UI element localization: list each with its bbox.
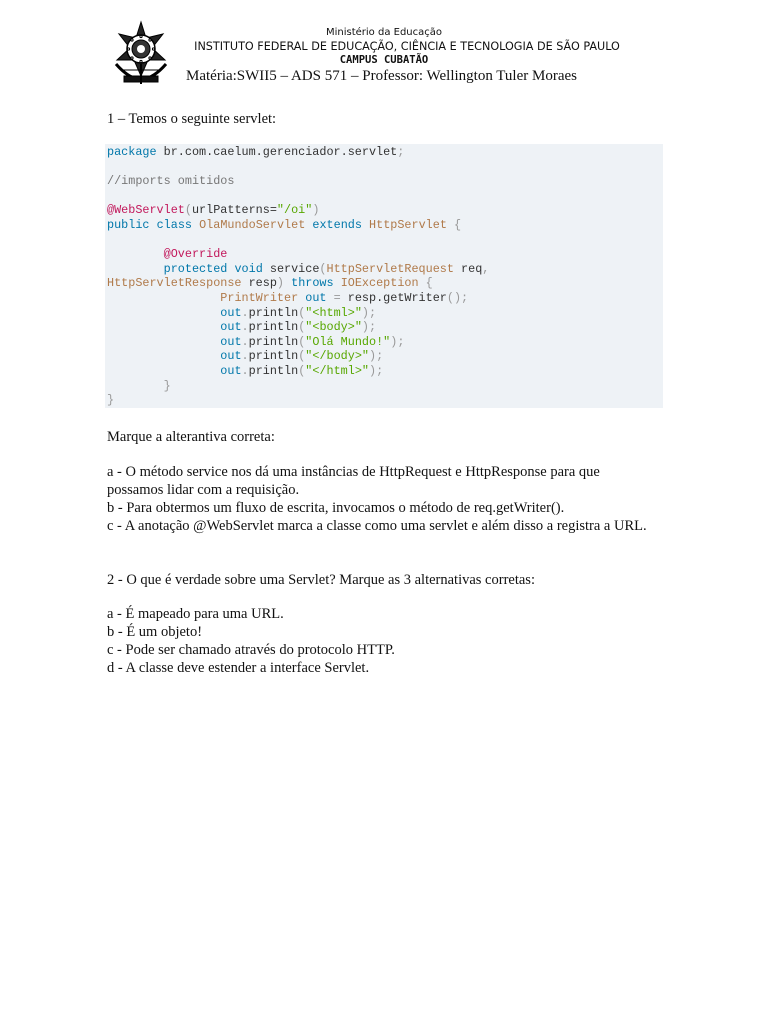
code-keyword: class	[156, 217, 192, 232]
option-item: a - É mapeado para uma URL.	[107, 606, 284, 622]
code-class-name: OlaMundoServlet	[199, 217, 306, 232]
code-keyword: package	[107, 145, 157, 159]
code-parent-class: HttpServlet	[369, 217, 447, 232]
code-string: "</body>"	[305, 349, 369, 364]
code-call: println	[248, 320, 299, 335]
option-item: b - Para obtermos um fluxo de escrita, invocamos o método de req.getWriter().	[107, 500, 565, 516]
code-method-name: service	[262, 261, 320, 276]
question-1-options	[107, 463, 652, 535]
option-item: b - É um objeto!	[107, 624, 203, 640]
code-annotation: @WebServlet	[107, 203, 185, 218]
code-package-name: br.com.caelum.gerenciador.servlet	[156, 145, 398, 159]
option-item: d - A classe deve estender a interface Servlet.	[107, 660, 370, 676]
code-keyword: extends	[312, 217, 362, 232]
code-string: "</html>"	[305, 363, 369, 378]
code-string: "/oi"	[276, 203, 313, 218]
code-type: IOException	[340, 276, 419, 291]
header-campus: CAMPUS CUBATÃO	[339, 54, 429, 66]
code-variable: out	[220, 349, 242, 364]
code-string: "<html>"	[305, 305, 362, 320]
question-2-prompt: 2 - O que é verdade sobre uma Servlet? Marque as 3 alternativas corretas:	[107, 572, 535, 588]
option-item: c - Pode ser chamado através do protocolo HTTP.	[107, 642, 395, 658]
code-keyword: public	[107, 217, 150, 232]
question-1-instruction: Marque a alterantiva correta:	[107, 429, 275, 445]
option-item: c - A anotação @WebServlet marca a classe como uma servlet e além disso a registra a URL.	[107, 518, 647, 534]
code-variable: out	[220, 320, 242, 335]
option-item: a - O método service nos dá uma instâncias de HttpRequest e HttpResponse para que possamos lidar com a requisição.	[107, 464, 600, 498]
code-type: HttpServletResponse	[107, 276, 242, 291]
code-variable: out	[220, 334, 242, 349]
code-param: req	[453, 261, 483, 276]
code-call: println	[248, 363, 299, 378]
code-variable: out	[220, 363, 242, 378]
code-keyword: throws	[291, 276, 334, 291]
code-comment: //imports omitidos	[107, 174, 235, 189]
code-annotation-param: urlPatterns=	[191, 203, 277, 218]
code-string: "<body>"	[305, 320, 362, 335]
code-annotation: @Override	[163, 247, 228, 262]
question-1-prompt: 1 – Temos o seguinte servlet:	[107, 111, 277, 127]
question-2-options	[107, 605, 652, 677]
code-param: resp	[241, 276, 277, 291]
code-call: resp.getWriter	[340, 290, 447, 305]
code-variable: out	[305, 290, 327, 305]
header-course-info: Matéria:SWII5 – ADS 571 – Professor: Wellington Tuler Moraes	[186, 68, 577, 84]
code-keyword: void	[234, 261, 263, 276]
code-call: println	[248, 305, 299, 320]
code-call: println	[248, 334, 299, 349]
code-type: HttpServletRequest	[326, 261, 454, 276]
code-string: "Olá Mundo!"	[305, 334, 391, 349]
header-institute: INSTITUTO FEDERAL DE EDUCAÇÃO, CIÊNCIA E TECNOLOGIA DE SÃO PAULO	[194, 40, 620, 53]
code-variable: out	[220, 305, 242, 320]
header-ministry: Ministério da Educação	[325, 27, 443, 38]
code-type: PrintWriter	[220, 290, 299, 305]
code-block: package br.com.caelum.gerenciador.servlet; //imports omitidos @WebServlet(urlPatterns="/oi") public class OlaMundoServlet extends HttpServlet { @Override protected void service(HttpServletRequest req, HttpServletResponse resp) throws IOException { PrintWriter out = resp.getWriter(); out.println("<html>"); out.println("<body>"); out.println("Olá Mundo!"); out.println("</body>"); out.println("</html>"); } }	[107, 145, 490, 408]
code-keyword: protected	[163, 261, 228, 276]
code-call: println	[248, 349, 299, 364]
